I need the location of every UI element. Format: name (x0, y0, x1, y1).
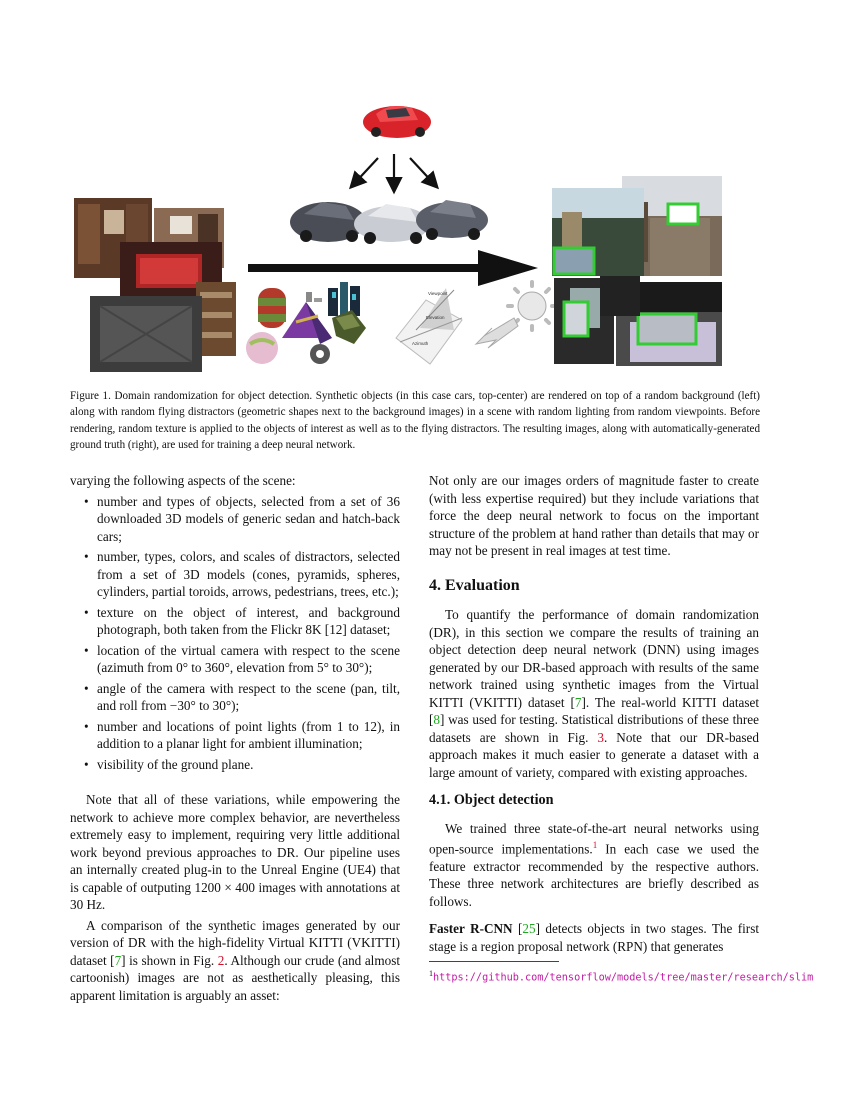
list-item: • texture on the object of interest, and background photograph, both taken from the Flickr 8K [12] dataset; (84, 604, 400, 637)
figure-ref-link[interactable]: 3 (597, 729, 604, 745)
list-item: • angle of the camera with respect to the scene (pan, tilt, and roll from −30° to 30°); (84, 680, 400, 713)
citation-link[interactable]: 8 (433, 712, 440, 727)
figure-caption: Figure 1. Domain randomization for object detection. Synthetic objects (in this case cars, top-center) are rendered on top of a random background (left) along with random flying distractors (geometric shapes next to the background images) in a scene with random lighting from random viewpoints. Before rendering, random texture is applied to the objects of interest as well as to the flying distractors. The resulting images, along with automatically-generated ground truth (right), are used for training a deep neural network. (70, 390, 760, 452)
elevation-label: Elevation (426, 315, 445, 320)
paragraph: Faster R-CNN [25] detects objects in two stages. The first stage is a region proposal network (RPN) that generates (429, 921, 759, 954)
arrow-down-left-icon (352, 158, 378, 186)
bullet-intro: varying the following aspects of the scene: (70, 473, 296, 488)
left-column (70, 472, 400, 1004)
list-item: • number, types, colors, and scales of distractors, selected from a set of 3D models (cones, pyramids, spheres, cylinders, partial toroids, arrows, pedestrians, trees, etc.); (84, 549, 400, 599)
output-images (552, 176, 722, 366)
right-column (429, 472, 814, 986)
footnote-divider (429, 961, 559, 962)
method-name: Faster R-CNN (429, 921, 513, 937)
background-images (74, 198, 236, 372)
citation-link[interactable]: 7 (574, 694, 582, 710)
scene-aspects-list (70, 493, 400, 774)
paragraph: A comparison of the synthetic images generated by our version of DR with the high-fidelity Virtual KITTI (VKITTI) dataset [7] is shown in Fig. 2. Although our crude (and almost cartoonish) images are not as aesthetically pleasing, this apparent limitation is arguably an asset: (70, 917, 400, 1003)
citation-link[interactable]: 7 (114, 952, 122, 968)
azimuth-label: Azimuth (412, 341, 429, 346)
subsection-title: 4.1. Object detection (429, 792, 554, 808)
footnote-ref-link[interactable]: 1 (592, 840, 598, 850)
citation-link[interactable]: 25 (522, 921, 536, 937)
paragraph: To quantify the performance of domain randomization (DR), in this section we compare the results of training an object detection deep neural network (DNN) using images generated by our DR-based approach with results of the same network trained using synthetic images from the Virtual KITTI (VKITTI) dataset [7]. The real-world KITTI dataset [8] was used for testing. Statistical distributions of these three datasets are shown in Fig. 3. Note that our DR-based approach makes it much easier to generate a dataset with a large amount of variety, compared with existing approaches. (429, 607, 759, 780)
textured-cars (290, 200, 488, 244)
list-item: • location of the virtual camera with respect to the scene (azimuth from 0° to 360°, elevation from 5° to 30°); (84, 642, 400, 675)
figure-ref-link[interactable]: 2 (217, 952, 225, 968)
viewpoint-diagram (396, 288, 462, 364)
footnote-url-link[interactable]: https://github.com/tensorflow/models/tree/master/research/slim (433, 972, 814, 984)
paragraph: Note that all of these variations, while empowering the network to achieve more complex behavior, are nevertheless extremely easy to implement, requiring very little additional work beyond previous approaches to DR. Our pipeline uses an internally created plug-in to the Unreal Engine (UE4) that is capable of outputing 1200 × 400 images with annotations at 30 Hz. (70, 792, 400, 912)
big-arrow-right-icon (248, 250, 538, 286)
list-item: • visibility of the ground plane. (84, 756, 254, 772)
arrow-down-right-icon (410, 158, 436, 186)
light-icon (476, 282, 556, 348)
paragraph: We trained three state-of-the-art neural networks using open-source implementations.$^1$ In each case we used the feature extractor recommended by the respective authors. These three network architectures are briefly described as follows. (429, 820, 759, 909)
figure-1-image (70, 92, 760, 374)
footnote: $^1$https://github.com/tensorflow/models/tree/master/research/slim (429, 969, 814, 984)
paragraph: Not only are our images orders of magnitude faster to create (with less expertise required) but they include variations that force the deep neural network to focus on the important structure of the problem at hand rather than details that may or may not be present in real images at test time. (429, 473, 759, 558)
list-item: • number and locations of point lights (from 1 to 12), in addition to a planar light for ambient illumination; (84, 718, 400, 751)
list-item: • number and types of objects, selected from a set of 36 downloaded 3D models of generic sedan and hatch-back cars; (84, 493, 400, 544)
section-title: 4. Evaluation (429, 576, 520, 594)
distractor-shapes (246, 282, 366, 364)
red-car-icon (363, 106, 431, 138)
viewpoint-label: Viewpoint (428, 291, 448, 296)
